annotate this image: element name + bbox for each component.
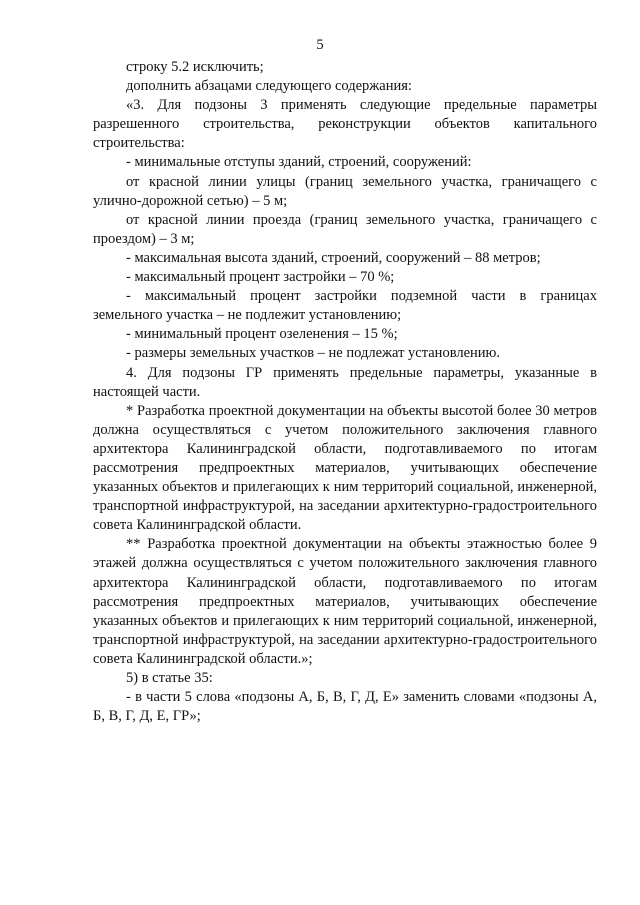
paragraph-add-intro: дополнить абзацами следующего содержания: [126,78,412,95]
paragraph-plot-sizes: - размеры земельных участков – не подлежат установлению. [126,345,500,362]
paragraph-article-35: 5) в статье 35: [126,670,213,686]
paragraph-driveway-red-line: от красной линии проезда (границ земельного участка, граничащего с проездом) – 3 м; [93,211,597,247]
footnote-single-asterisk: * Разработка проектной документации на объекты высотой более 30 метров должна осуществляться с учетом положительного заключения главного архитектора Калининградской области, подготавливаемого по итогам рассмотрения предпроектных материалов, учитывающих обеспечение указанных объектов и прилегающих к ним территорий социальной, инженерной, транспортной инфраструктурой, на заседании архитектурно-градостроительного совета Калининградской области. [93,402,597,534]
paragraph-subzone-3-heading: «3. Для подзоны 3 применять следующие предельные параметры разрешенного строительства, реконструкции объектов капитального строительства: [93,97,597,152]
paragraph-min-setbacks: - минимальные отступы зданий, строений, сооружений: [126,154,472,171]
paragraph-part-5-replacement: - в части 5 слова «подзоны А, Б, В, Г, Д, Е» заменить словами «подзоны А, Б, В, Г, Д, Е, ГР»; [93,689,597,725]
page-number: 5 [316,37,324,53]
paragraph-max-coverage: - максимальный процент застройки – 70 %; [126,269,395,286]
document-body [93,58,597,726]
footnote-double-asterisk: ** Разработка проектной документации на объекты этажностью более 9 этажей должна осуществляться с учетом положительного заключения главного архитектора Калининградской области, подготавливаемого по итогам рассмотрения предпроектных материалов, учитывающих обеспечение указанных объектов и прилегающих к ним территорий социальной, инженерной, транспортной инфраструктурой, на заседании архитектурно-градостроительного совета Калининградской области.»; [93,536,597,667]
paragraph-max-height: - максимальная высота зданий, строений, сооружений – 88 метров; [126,249,541,266]
paragraph-street-red-line: от красной линии улицы (границ земельного участка, граничащего с улично-дорожной сетью) – 5 м; [93,173,597,209]
paragraph-min-greenery: - минимальный процент озеленения – 15 %; [126,326,398,343]
paragraph-remove-line: строку 5.2 исключить; [126,59,264,75]
paragraph-underground-coverage: - максимальный процент застройки подземной части в границах земельного участка – не подлежит установлению; [93,288,597,324]
paragraph-subzone-gr: 4. Для подзоны ГР применять предельные параметры, указанные в настоящей части. [93,364,597,400]
